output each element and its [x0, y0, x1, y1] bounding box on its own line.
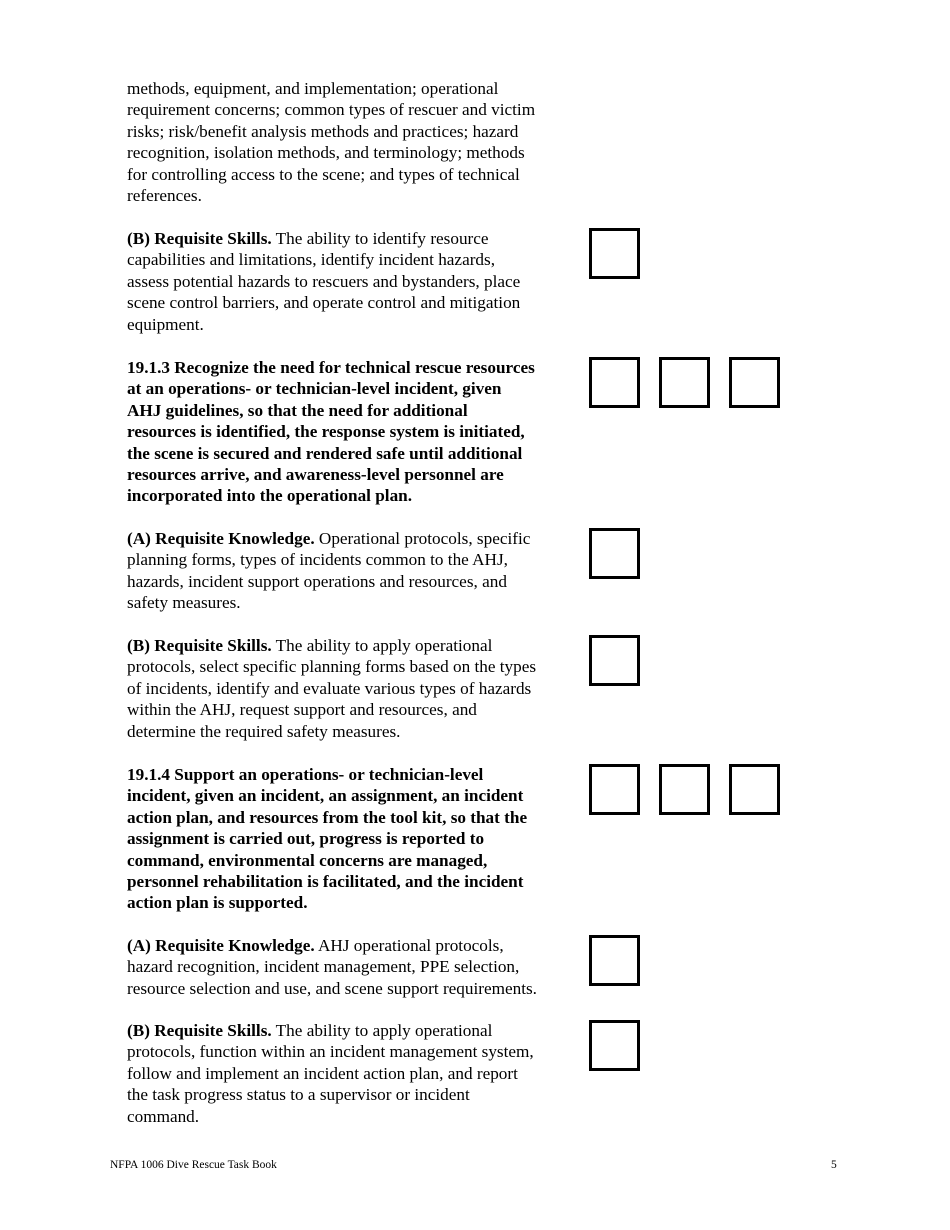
- signoff-checkbox[interactable]: [589, 935, 640, 986]
- text-line: incident, given an incident, an assignment, an incident: [127, 786, 524, 806]
- text-line: determine the required safety measures.: [127, 721, 401, 741]
- text-line: action plan, and resources from the tool kit, so that the: [127, 807, 528, 827]
- text-line: hazards, incident support operations and resources, and: [127, 571, 507, 591]
- page-number: 5: [831, 1159, 837, 1171]
- text-line: personnel rehabilitation is facilitated, and the incident: [127, 872, 524, 892]
- signoff-checkbox-3[interactable]: [729, 357, 780, 408]
- text-line: safety measures.: [127, 593, 241, 613]
- text-line: resources is identified, the response system is initiated,: [127, 422, 525, 442]
- signoff-checkbox-1[interactable]: [589, 357, 640, 408]
- text-line: of incidents, identify and evaluate various types of hazards: [127, 678, 532, 698]
- footer-title: NFPA 1006 Dive Rescue Task Book: [110, 1159, 277, 1171]
- text-line: scene control barriers, and operate control and mitigation: [127, 293, 521, 313]
- requisite-skills-label: (B) Requisite Skills.: [127, 1021, 272, 1040]
- signoff-checkbox-2[interactable]: [659, 357, 710, 408]
- requisite-skills-19-1-2: [127, 228, 577, 335]
- text-line: protocols, function within an incident management system,: [127, 1042, 534, 1062]
- intro-paragraph: [127, 78, 577, 206]
- text-line: at an operations- or technician-level incident, given: [127, 379, 502, 399]
- text-line: follow and implement an incident action plan, and report: [127, 1063, 518, 1083]
- text-line: for controlling access to the scene; and types of technical: [127, 164, 520, 184]
- signoff-checkbox-3[interactable]: [729, 764, 780, 815]
- text-line: assess potential hazards to rescuers and bystanders, place: [127, 271, 521, 291]
- text-line: resource selection and use, and scene support requirements.: [127, 978, 537, 998]
- jpr-19-1-4: [127, 764, 577, 914]
- text-line: hazard recognition, incident management, PPE selection,: [127, 957, 520, 977]
- requisite-knowledge-19-1-4: [127, 935, 577, 999]
- requisite-skills-label: (B) Requisite Skills.: [127, 229, 272, 248]
- text-line: incorporated into the operational plan.: [127, 486, 413, 506]
- text-line: Operational protocols, specific: [314, 529, 531, 548]
- text-line: the scene is secured and rendered safe until additional: [127, 443, 523, 463]
- requisite-skills-19-1-4: [127, 1020, 577, 1127]
- requisite-skills-label: (B) Requisite Skills.: [127, 636, 272, 655]
- text-line: 19.1.3 Recognize the need for technical rescue resources: [127, 358, 535, 377]
- text-line: protocols, select specific planning forms based on the types: [127, 657, 537, 677]
- text-line: the task progress status to a supervisor or incident: [127, 1085, 470, 1105]
- text-line: The ability to identify resource: [271, 229, 489, 248]
- signoff-checkbox-1[interactable]: [589, 764, 640, 815]
- text-line: The ability to apply operational: [271, 1021, 493, 1040]
- signoff-checkbox[interactable]: [589, 635, 640, 686]
- signoff-checkbox[interactable]: [589, 528, 640, 579]
- text-line: assignment is carried out, progress is reported to: [127, 829, 485, 849]
- text-line: recognition, isolation methods, and terminology; methods: [127, 143, 525, 163]
- requisite-knowledge-label: (A) Requisite Knowledge.: [127, 529, 315, 548]
- text-line: The ability to apply operational: [271, 636, 493, 655]
- text-line: command, environmental concerns are managed,: [127, 850, 488, 870]
- signoff-checkbox[interactable]: [589, 228, 640, 279]
- text-line: capabilities and limitations, identify incident hazards,: [127, 250, 495, 270]
- text-line: methods, equipment, and implementation; operational: [127, 79, 499, 98]
- signoff-checkbox[interactable]: [589, 1020, 640, 1071]
- jpr-19-1-3: [127, 357, 577, 507]
- text-line: risks; risk/benefit analysis methods and practices; hazard: [127, 121, 519, 141]
- requisite-knowledge-label: (A) Requisite Knowledge.: [127, 936, 315, 955]
- text-line: 19.1.4 Support an operations- or technician-level: [127, 765, 484, 784]
- text-line: within the AHJ, request support and resources, and: [127, 700, 477, 720]
- text-line: AHJ operational protocols,: [314, 936, 504, 955]
- requisite-skills-19-1-3: [127, 635, 577, 742]
- text-line: AHJ guidelines, so that the need for additional: [127, 400, 468, 420]
- text-line: action plan is supported.: [127, 893, 308, 913]
- text-line: resources arrive, and awareness-level personnel are: [127, 465, 504, 485]
- signoff-checkbox-2[interactable]: [659, 764, 710, 815]
- requisite-knowledge-19-1-3: [127, 528, 577, 614]
- text-line: planning forms, types of incidents common to the AHJ,: [127, 550, 508, 570]
- text-line: requirement concerns; common types of rescuer and victim: [127, 100, 536, 120]
- text-line: command.: [127, 1106, 200, 1126]
- text-line: references.: [127, 186, 202, 206]
- text-line: equipment.: [127, 314, 204, 334]
